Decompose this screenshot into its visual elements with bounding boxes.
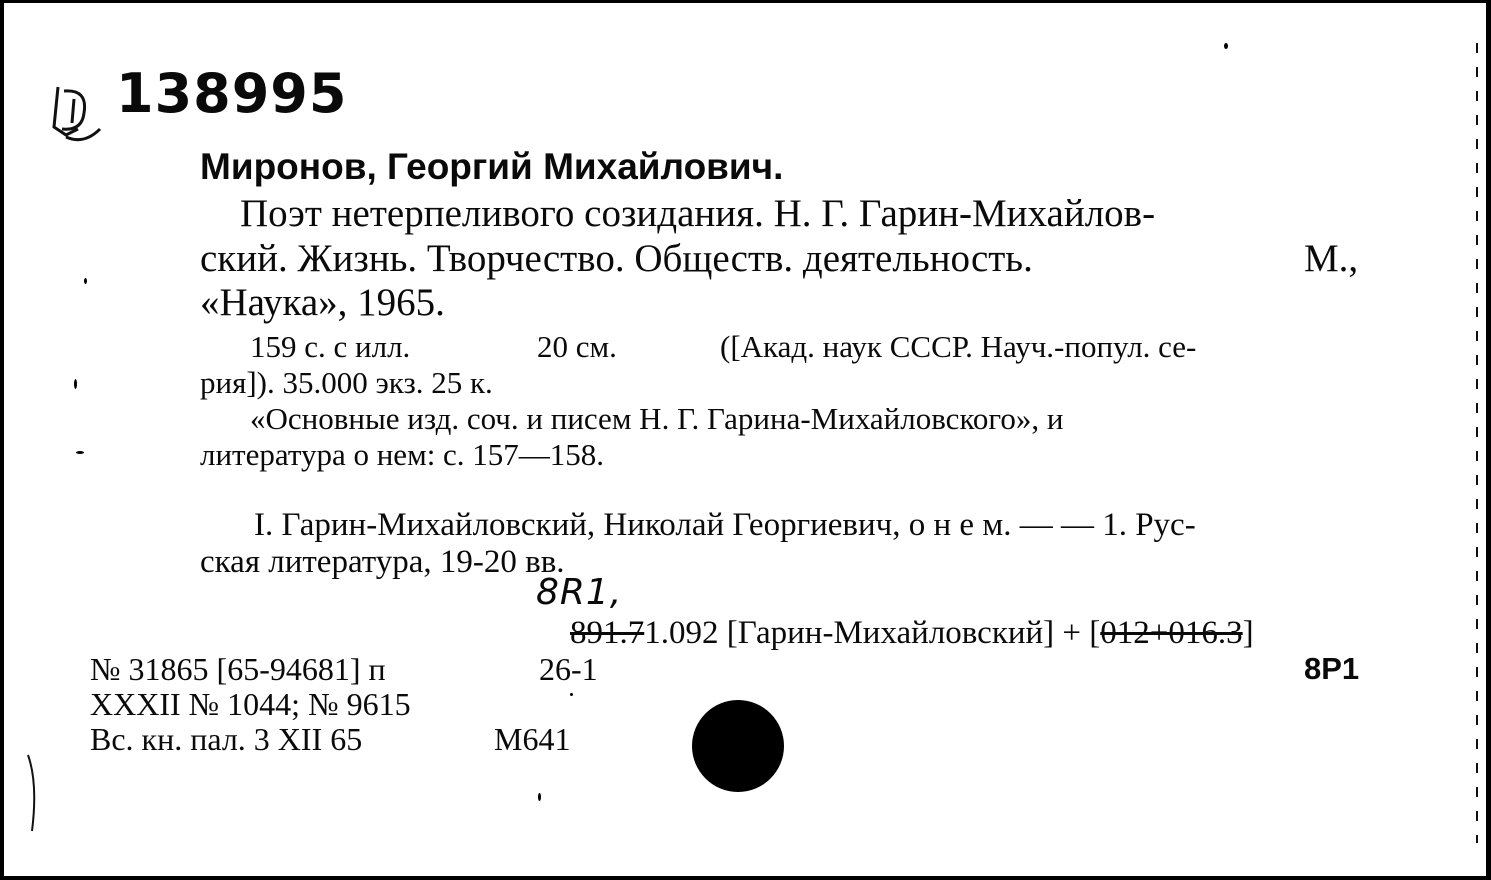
speck bbox=[570, 693, 573, 696]
edge-dashes-icon bbox=[1472, 43, 1482, 843]
code-8p1: 8Р1 bbox=[1304, 651, 1360, 686]
title-line-2-place: М., bbox=[1304, 237, 1359, 280]
handwritten-accession-number: 138995 bbox=[116, 62, 348, 125]
speck bbox=[538, 793, 541, 801]
catalog-card bbox=[4, 3, 1486, 876]
subject-line-2: ская литература, 19-20 вв. bbox=[200, 544, 565, 580]
pages: 159 с. с илл. bbox=[250, 329, 411, 364]
classification-struck-bracket: 012+016.3 bbox=[1100, 615, 1243, 651]
subject-line-1: I. Гарин-Михайловский, Николай Георгиевич, о н е м. — — 1. Рус- bbox=[254, 507, 1196, 543]
title-line-2: ский. Жизнь. Творчество. Обществ. деятельность. bbox=[200, 237, 1033, 280]
punch-hole bbox=[692, 700, 784, 792]
speck bbox=[1224, 43, 1228, 49]
speck bbox=[84, 278, 87, 284]
registry-line: XXXII № 1044; № 9615 bbox=[90, 686, 411, 722]
handwritten-class-mark: 8R1, bbox=[536, 572, 623, 613]
code-26-1: 26-1 bbox=[539, 651, 598, 687]
series-start: ([Акад. наук СССР. Науч.-попул. се- bbox=[720, 329, 1197, 364]
author-heading: Миронов, Георгий Михайлович. bbox=[200, 146, 784, 187]
code-m641: М641 bbox=[494, 721, 571, 757]
speck bbox=[76, 451, 84, 454]
classification-struck-part: 891.7 bbox=[570, 615, 645, 651]
note-line-1: «Основные изд. соч. и писем Н. Г. Гарина-Михайловского», и bbox=[250, 401, 1064, 436]
edge-mark-icon bbox=[24, 753, 44, 833]
classification-line bbox=[570, 617, 1254, 650]
title-line-3: «Наука», 1965. bbox=[200, 281, 445, 324]
series-end: рия]). 35.000 экз. 25 к. bbox=[200, 365, 493, 400]
title-line-1: Поэт нетерпеливого созидания. Н. Г. Гарин-Михайлов- bbox=[240, 192, 1156, 235]
speck bbox=[74, 379, 77, 389]
record-number-line: № 31865 [65-94681] п bbox=[90, 651, 386, 687]
library-stamp-icon bbox=[44, 79, 116, 149]
size: 20 см. bbox=[537, 329, 617, 364]
classification-close: ] bbox=[1242, 615, 1254, 651]
note-line-2: литература о нем: с. 157—158. bbox=[200, 437, 605, 472]
book-chamber-line: Вс. кн. пал. 3 XII 65 bbox=[90, 721, 363, 757]
classification-main: 1.092 [Гарин-Михайловский] + [ bbox=[644, 615, 1101, 651]
